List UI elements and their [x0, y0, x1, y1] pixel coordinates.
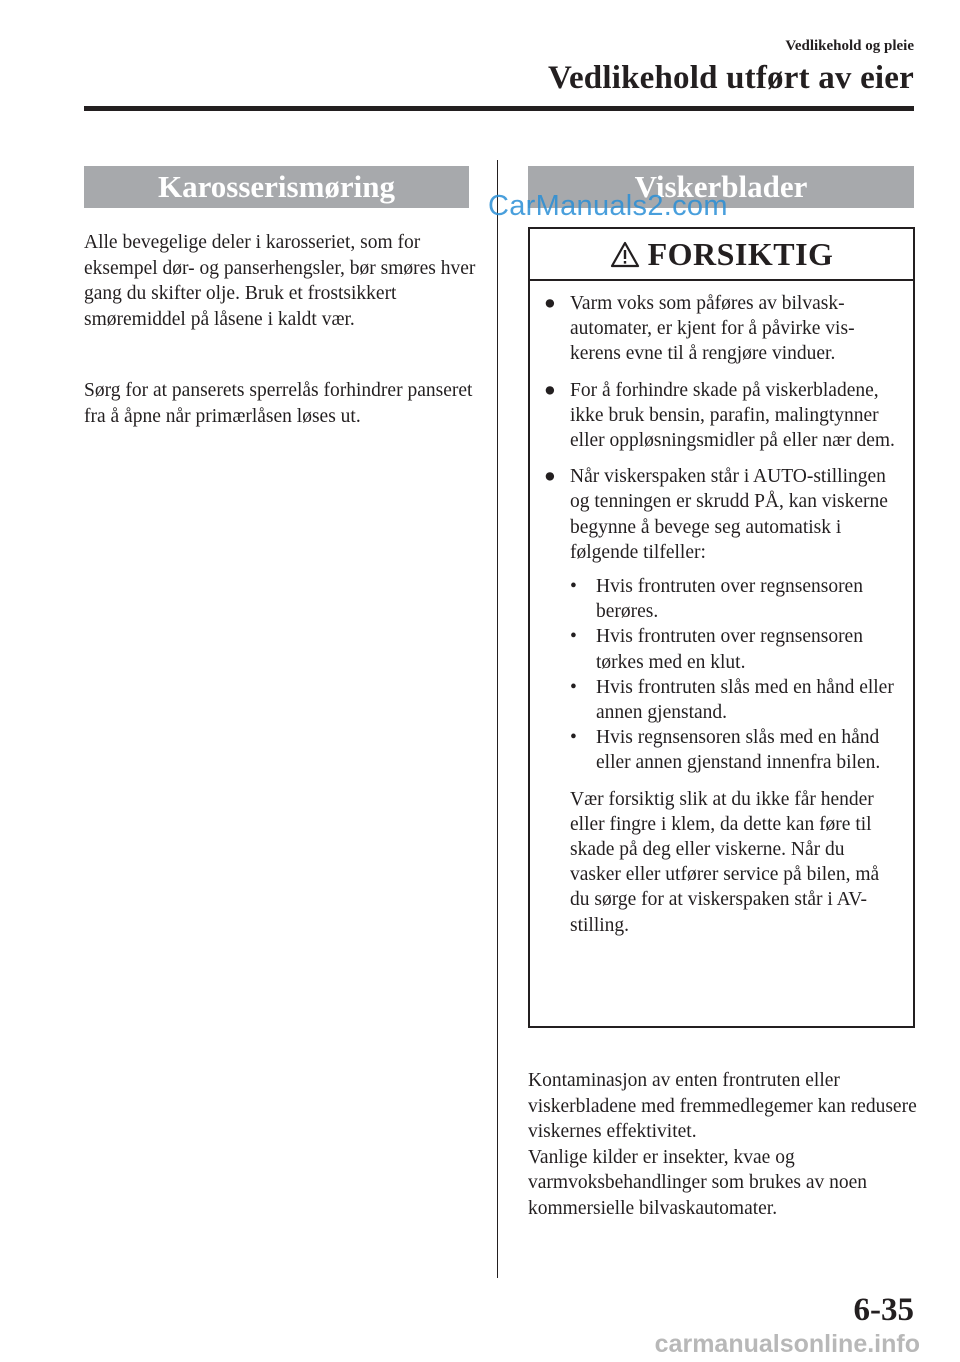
caution-bullet	[544, 378, 899, 454]
paragraph-line: Kontaminasjon av enten frontruten eller viskerbladene med fremmedlegemer kan redusere viskernes effektivitet.	[528, 1070, 917, 1142]
warning-triangle-icon	[610, 241, 640, 268]
caution-bullet-text: Varm voks som påføres av bilvask-automater, er kjent for å påvirke vis-kerens evne til å rengjøre vinduer.	[570, 293, 855, 365]
paragraph-contamination	[528, 1068, 918, 1221]
sub-bullet-dot: •	[570, 576, 577, 598]
caution-bullet-text: For å forhindre skade på viskerbladene, ikke bruk bensin, parafin, malingtynner eller oppløsningsmidler på eller nær dem.	[570, 379, 895, 452]
page-number: 6-35	[853, 1292, 914, 1328]
sub-bullet	[570, 725, 899, 775]
caution-note: Vær forsiktig slik at du ikke får hender eller fingre i klem, da dette kan føre til skade på deg eller viskerne. Når du vasker eller utfører service på bilen, må du sørge for at viskerspaken står i AV-stilling.	[570, 788, 880, 936]
sub-bullet-list	[544, 574, 899, 776]
caution-bullet	[544, 291, 899, 367]
bullet-dot: ●	[544, 379, 556, 401]
sub-bullet-dot: •	[570, 727, 577, 749]
chapter-label: Vedlikehold og pleie	[785, 38, 914, 54]
bullet-dot: ●	[544, 466, 556, 488]
caution-header	[530, 229, 913, 281]
sub-bullet-text: Hvis frontruten slås med en hånd eller annen gjenstand.	[596, 676, 894, 724]
section-heading-body-lubrication: Karosserismøring	[84, 166, 469, 208]
caution-body	[530, 281, 913, 938]
header-rule	[84, 106, 914, 111]
paragraph-line: Vanlige kilder er insekter, kvae og varmvoksbehandlinger som brukes av noen kommersielle bilvaskautomater.	[528, 1146, 868, 1219]
bullet-dot: ●	[544, 293, 556, 314]
caution-title: FORSIKTIG	[647, 235, 834, 272]
sub-bullet-text: Hvis frontruten over regnsensoren berøres.	[596, 576, 863, 623]
sub-bullet-dot: •	[570, 626, 577, 648]
paragraph-lubrication: Alle bevegelige deler i karosseriet, som for eksempel dør- og panserhengsler, bør smøres hver gang du skifter olje. Bruk et frostsikkert smøremiddel på låsene i kaldt vær.	[84, 232, 476, 330]
watermark: CarManuals2.com	[488, 190, 728, 222]
caution-bullet-text: Når viskerspaken står i AUTO-stillingen og tenningen er skrudd PÅ, kan viskerne begynne å bevege seg automatisk i følgende tilfeller:	[570, 466, 888, 563]
caution-bullet	[544, 464, 899, 565]
column-divider	[497, 160, 498, 1278]
sub-bullet	[570, 574, 899, 624]
footer-watermark: carmanualsonline.info	[654, 1330, 920, 1358]
caution-box	[528, 227, 915, 1028]
sub-bullet-text: Hvis regnsensoren slås med en hånd eller annen gjenstand innenfra bilen.	[596, 727, 881, 774]
section-heading-wiper-blades: Viskerblader	[528, 166, 914, 208]
sub-bullet-dot: •	[570, 676, 577, 698]
sub-bullet	[570, 675, 899, 725]
page-title: Vedlikehold utført av eier	[547, 60, 914, 96]
paragraph-hood-latch: Sørg for at panserets sperrelås forhindrer panseret fra å åpne når primærlåsen løses ut.	[84, 380, 473, 427]
sub-bullet-text: Hvis frontruten over regnsensoren tørkes med en klut.	[596, 626, 863, 673]
sub-bullet	[570, 624, 899, 674]
